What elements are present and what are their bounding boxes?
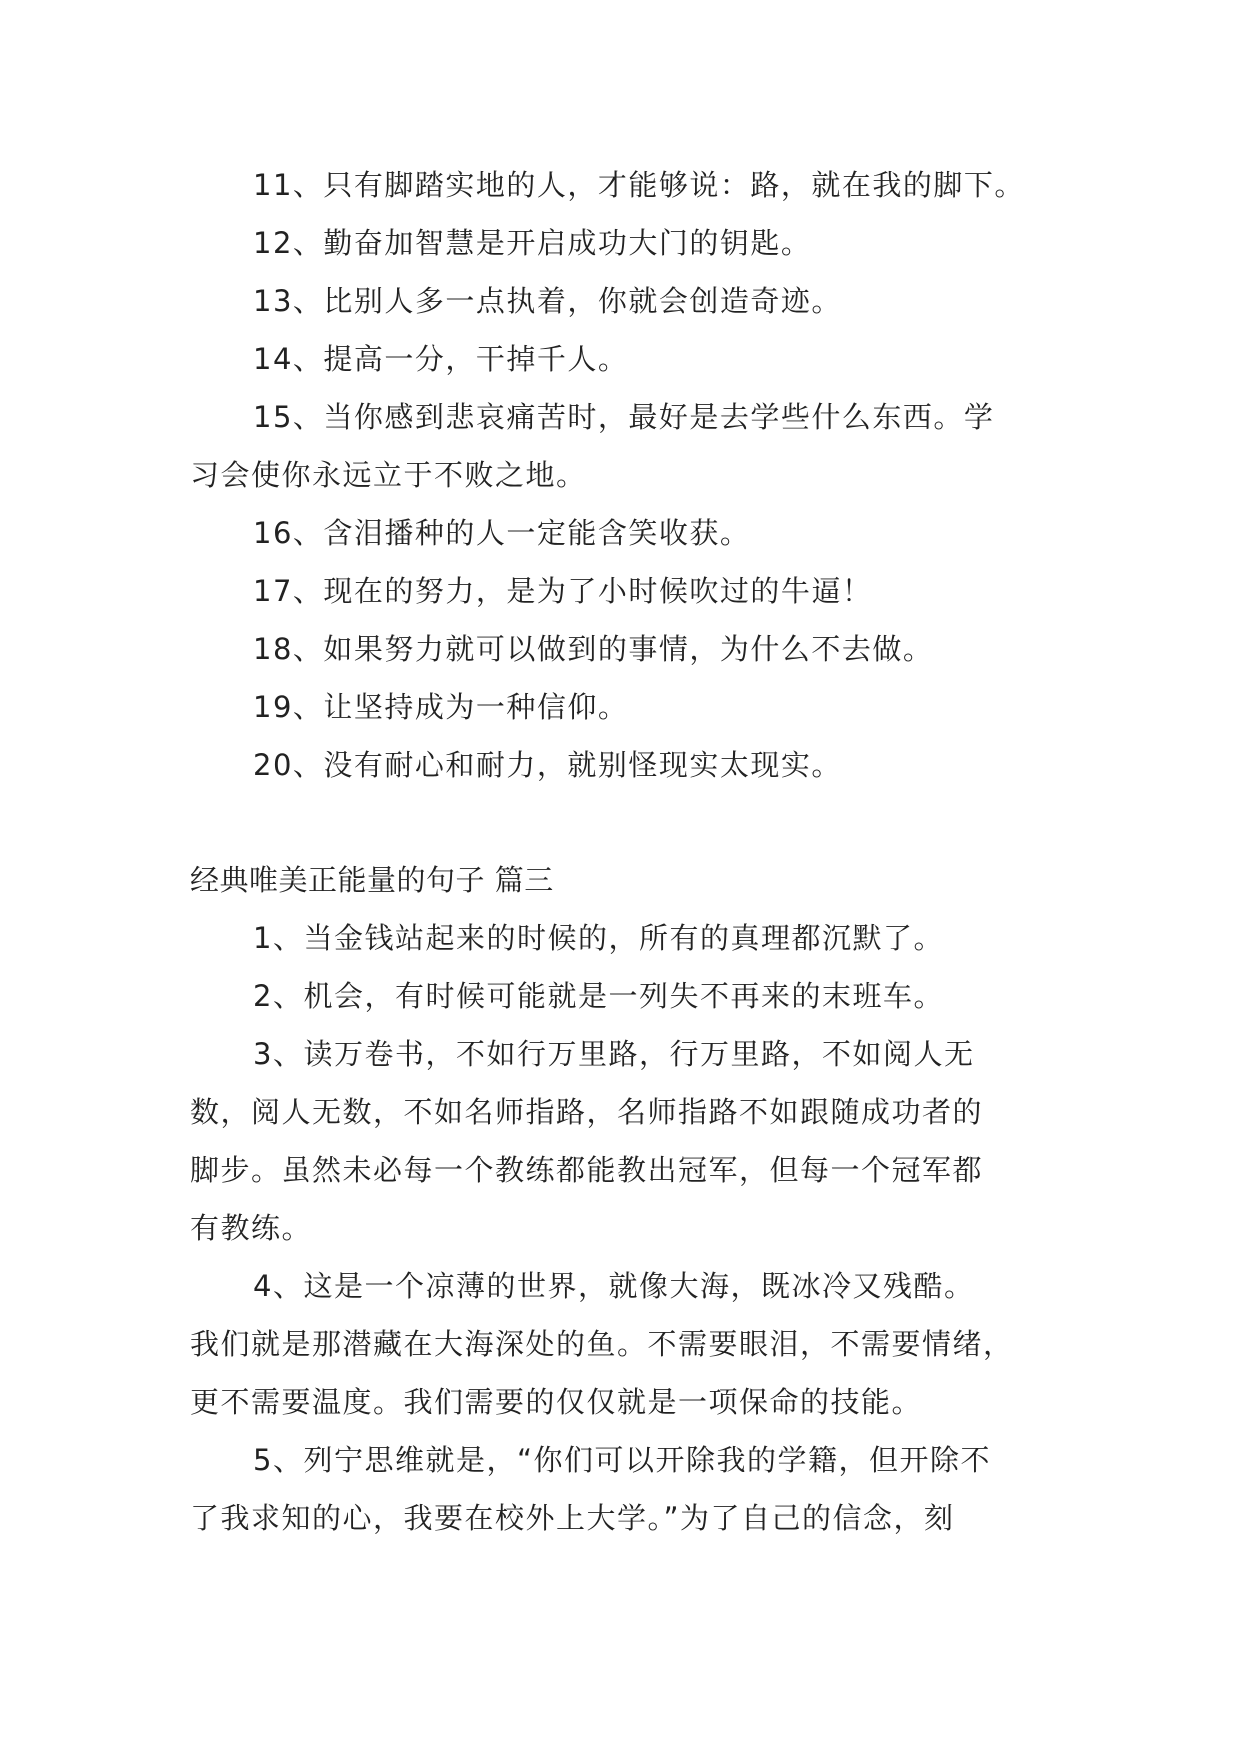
quote-20-line: 20、没有耐心和耐力，就别怪现实太现实。 [253,748,842,782]
quote-15-line-1: 15、当你感到悲哀痛苦时，最好是去学些什么东西。学 [253,400,995,434]
quote-b4-line-3: 更不需要温度。我们需要的仅仅就是一项保命的技能。 [190,1385,923,1419]
quote-b3-line-3: 脚步。虽然未必每一个教练都能教出冠军，但每一个冠军都 [190,1153,984,1187]
quote-18-line: 18、如果努力就可以做到的事情，为什么不去做。 [253,632,934,666]
quote-b5-line-2: 了我求知的心，我要在校外上大学。”为了自己的信念，刻 [190,1501,955,1535]
quote-13-line: 13、比别人多一点执着，你就会创造奇迹。 [253,284,842,318]
quote-16-line: 16、含泪播种的人一定能含笑收获。 [253,516,751,550]
quote-b4-line-2: 我们就是那潜藏在大海深处的鱼。不需要眼泪，不需要情绪， [190,1327,1014,1361]
section-heading: 经典唯美正能量的句子 篇三 [190,863,554,897]
quote-11-line: 11、只有脚踏实地的人，才能够说：路，就在我的脚下。 [253,168,1025,202]
quote-17-line: 17、现在的努力，是为了小时候吹过的牛逼！ [253,574,873,608]
quote-b2-line: 2、机会，有时候可能就是一列失不再来的末班车。 [253,979,944,1013]
quote-b4-line-1: 4、这是一个凉薄的世界，就像大海，既冰冷又残酷。 [253,1269,975,1303]
quote-b1-line: 1、当金钱站起来的时候的，所有的真理都沉默了。 [253,921,944,955]
quote-15-line-2: 习会使你永远立于不败之地。 [190,458,587,492]
quote-b5-line-1: 5、列宁思维就是，“你们可以开除我的学籍，但开除不 [253,1443,991,1477]
quote-b3-line-4: 有教练。 [190,1211,313,1245]
quote-19-line: 19、让坚持成为一种信仰。 [253,690,629,724]
quote-14-line: 14、提高一分，干掉千人。 [253,342,629,376]
quote-12-line: 12、勤奋加智慧是开启成功大门的钥匙。 [253,226,812,260]
quote-b3-line-1: 3、读万卷书，不如行万里路，行万里路，不如阅人无 [253,1037,975,1071]
quote-b3-line-2: 数，阅人无数，不如名师指路，名师指路不如跟随成功者的 [190,1095,984,1129]
